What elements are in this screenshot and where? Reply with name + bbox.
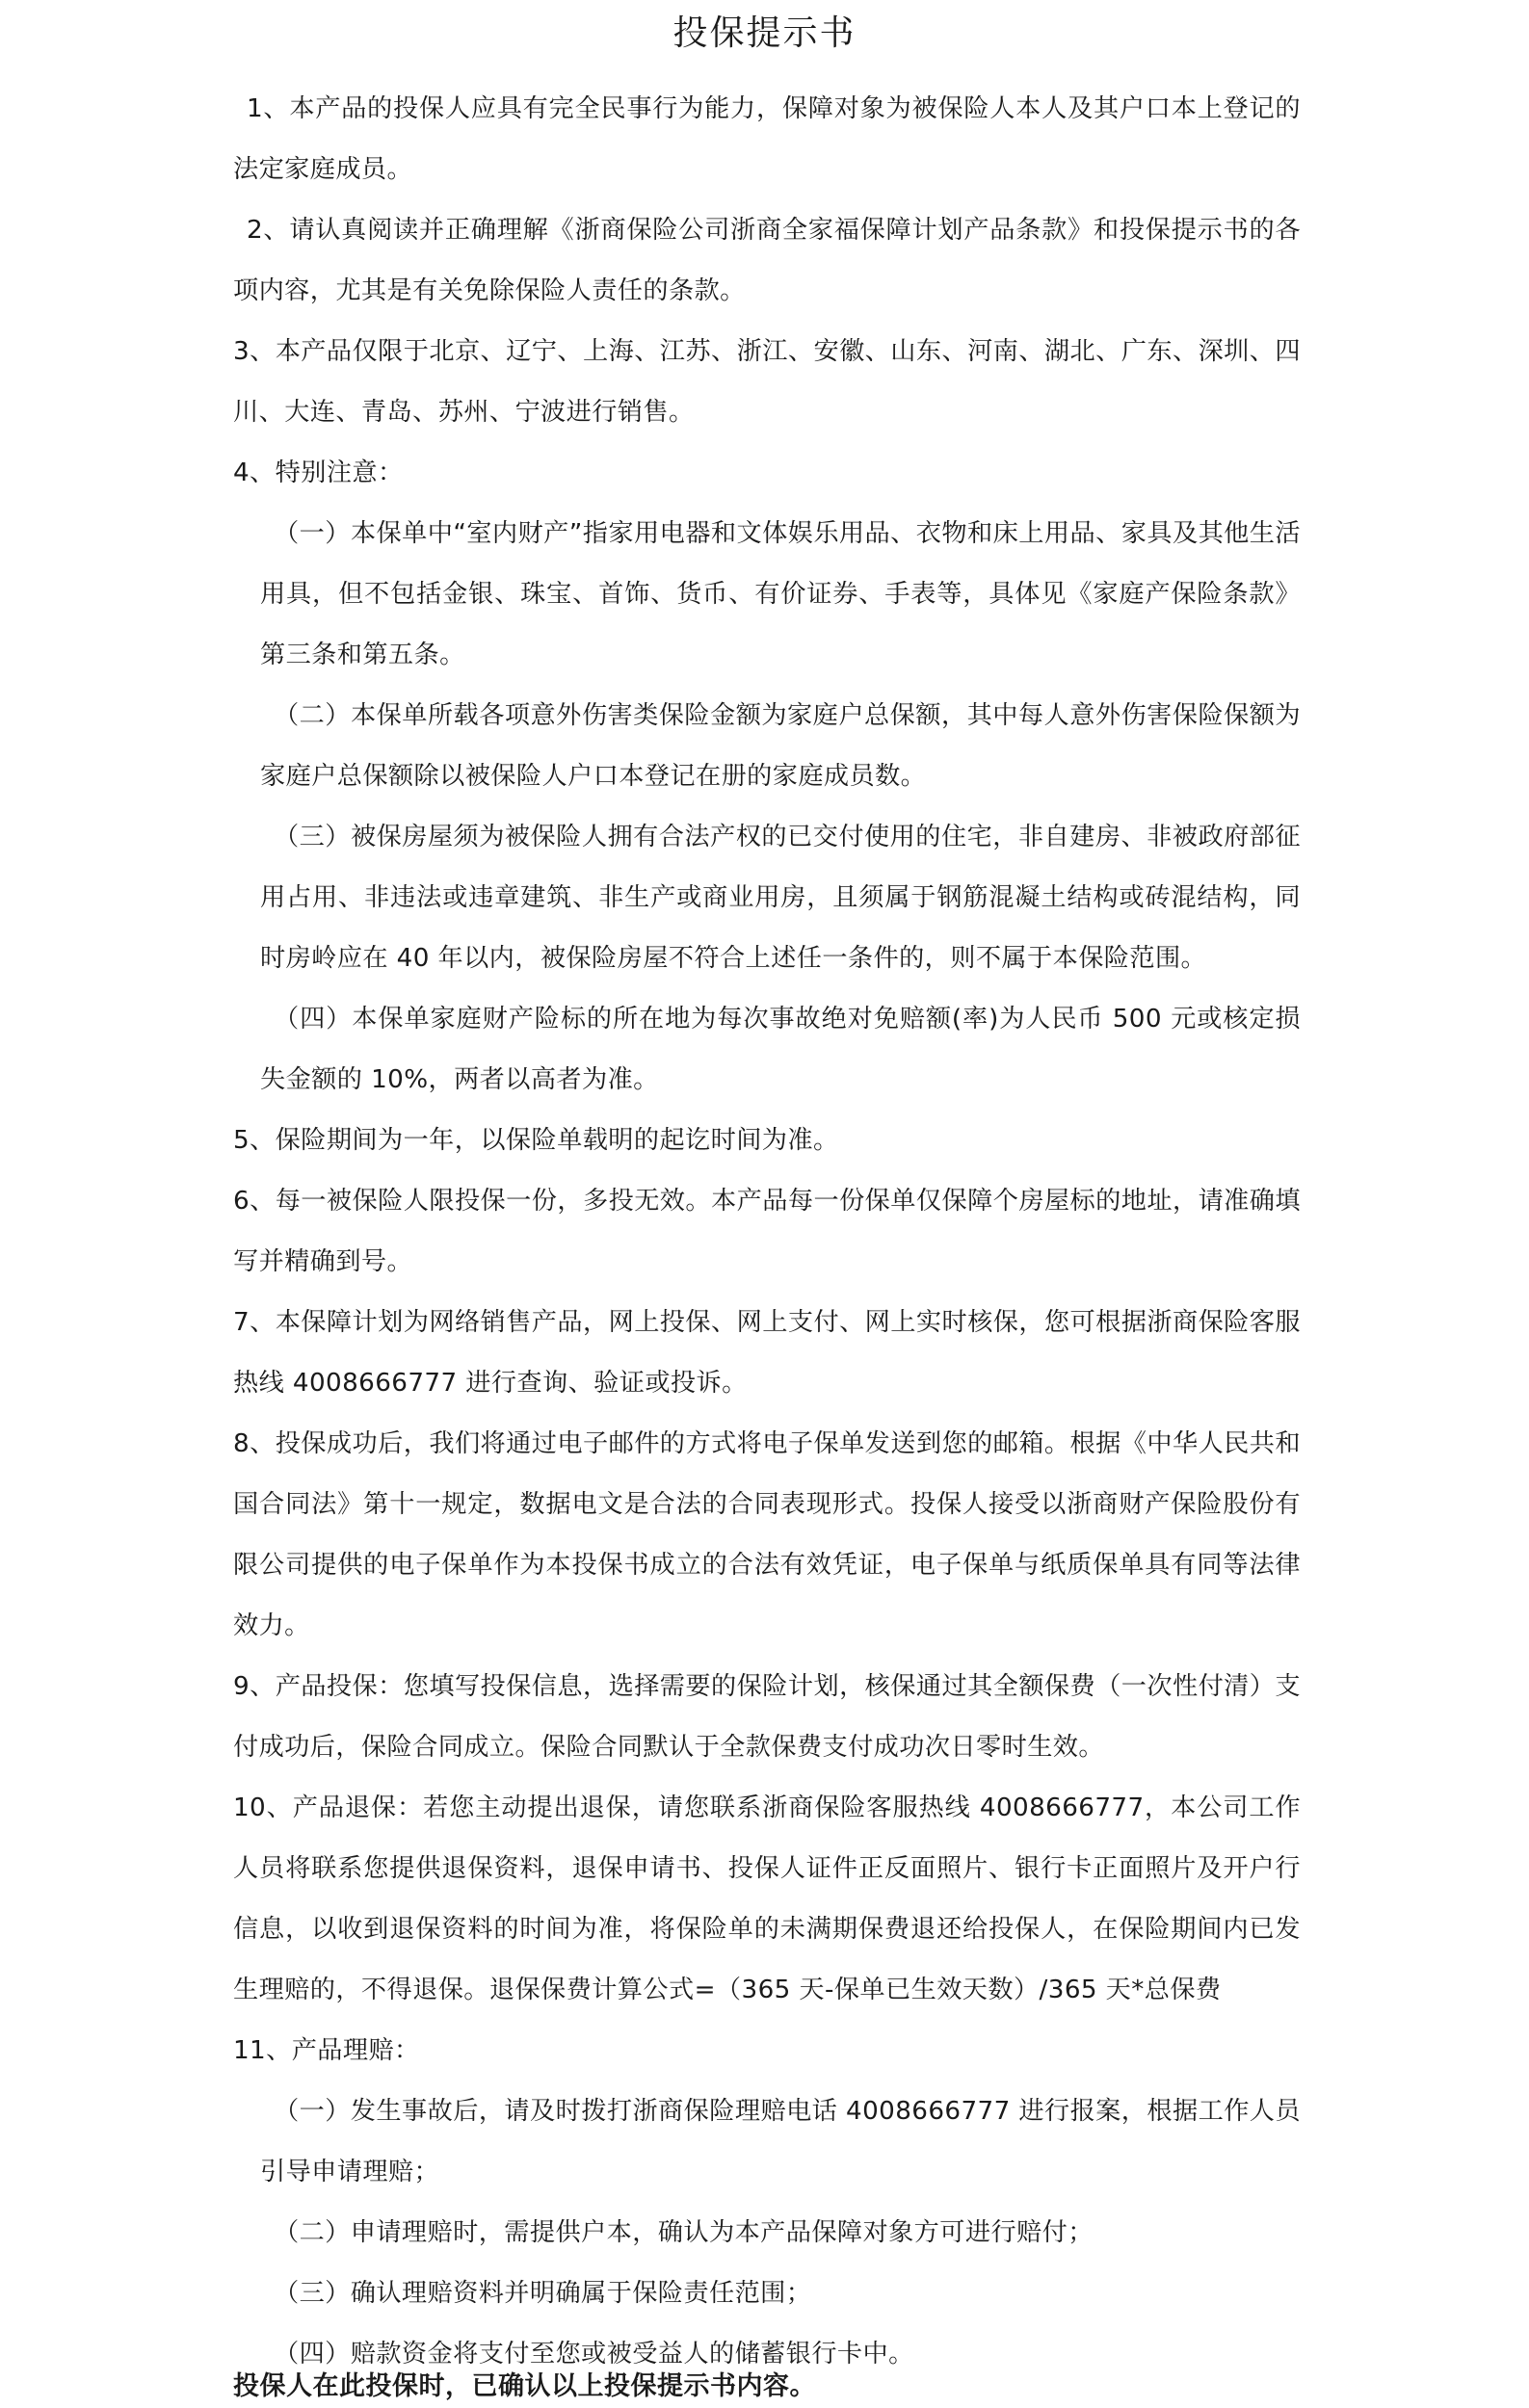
clause-7: 7、本保障计划为网络销售产品，网上投保、网上支付、网上实时核保，您可根据浙商保险客服热线 4008666777 进行查询、验证或投诉。 [233,1308,1301,1398]
clause-10: 10、产品退保：若您主动提出退保，请您联系浙商保险客服热线 4008666777，本公司工作人员将联系您提供退保资料，退保申请书、投保人证件正反面照片、银行卡正面照片及开户行信息，以收到退保资料的时间为准，将保险单的未满期保费退还给投保人，在保险期间内已发生理赔的，不得退保。退保保费计算公式=（365 天-保单已生效天数）/365 天*总保费 [233,1793,1301,2004]
confirmation-statement: 投保人在此投保时，已确认以上投保提示书内容。 [233,2371,816,2401]
clause-5: 5、保险期间为一年，以保险单载明的起讫时间为准。 [233,1126,839,1155]
clause-11-1: （一）发生事故后，请及时拨打浙商保险理赔电话 4008666777 进行报案，根据工作人员引导申请理赔； [260,2097,1301,2186]
clause-4-2: （二）本保单所载各项意外伤害类保险金额为家庭户总保额，其中每人意外伤害保险保额为家庭户总保额除以被保险人户口本登记在册的家庭成员数。 [260,701,1301,791]
clause-4-4: （四）本保单家庭财产险标的所在地为每次事故绝对免赔额(率)为人民币 500 元或核定损失金额的 10%，两者以高者为准。 [260,1005,1301,1094]
clause-4-heading: 4、特别注意： [233,458,404,487]
clause-11-4: （四）赔款资金将支付至您或被受益人的储蓄银行卡中。 [274,2340,914,2369]
document-title: 投保提示书 [672,13,857,53]
clause-3: 3、本产品仅限于北京、辽宁、上海、江苏、浙江、安徽、山东、河南、湖北、广东、深圳、四川、大连、青岛、苏州、宁波进行销售。 [233,337,1301,427]
clause-11-heading: 11、产品理赔： [233,2036,420,2065]
clause-11-2: （二）申请理赔时，需提供户本，确认为本产品保障对象方可进行赔付； [274,2218,1094,2247]
clause-4-3: （三）被保房屋须为被保险人拥有合法产权的已交付使用的住宅，非自建房、非被政府部征用占用、非违法或违章建筑、非生产或商业用房，且须属于钢筋混凝土结构或砖混结构，同时房岭应在 40 年以内，被保险房屋不符合上述任一条件的，则不属于本保险范围。 [260,823,1301,973]
clause-11-3: （三）确认理赔资料并明确属于保险责任范围； [274,2279,812,2308]
clause-8: 8、投保成功后，我们将通过电子邮件的方式将电子保单发送到您的邮箱。根据《中华人民共和国合同法》第十一规定，数据电文是合法的合同表现形式。投保人接受以浙商财产保险股份有限公司提供的电子保单作为本投保书成立的合法有效凭证，电子保单与纸质保单具有同等法律效力。 [233,1429,1301,1640]
clause-4-1: （一）本保单中“室内财产”指家用电器和文体娱乐用品、衣物和床上用品、家具及其他生活用具，但不包括金银、珠宝、首饰、货币、有价证券、手表等，具体见《家庭产保险条款》第三条和第五条。 [260,519,1301,669]
notice-body [233,79,1301,2385]
clause-9: 9、产品投保：您填写投保信息，选择需要的保险计划，核保通过其全额保费（一次性付清）支付成功后，保险合同成立。保险合同默认于全款保费支付成功次日零时生效。 [233,1672,1301,1762]
clause-1: 1、本产品的投保人应具有完全民事行为能力，保障对象为被保险人本人及其户口本上登记的法定家庭成员。 [233,94,1301,184]
clause-6: 6、每一被保险人限投保一份，多投无效。本产品每一份保单仅保障个房屋标的地址，请准确填写并精确到号。 [233,1187,1301,1276]
clause-2: 2、请认真阅读并正确理解《浙商保险公司浙商全家福保障计划产品条款》和投保提示书的各项内容，尤其是有关免除保险人责任的条款。 [233,216,1301,305]
